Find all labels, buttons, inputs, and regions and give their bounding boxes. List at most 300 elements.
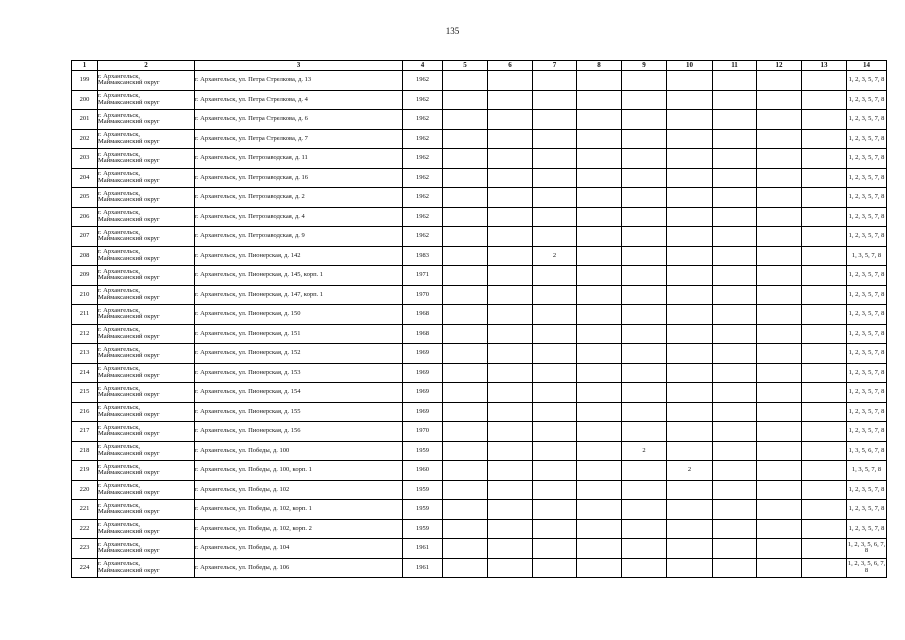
table-row — [72, 266, 887, 286]
value-cell — [713, 149, 757, 169]
value-cell — [488, 324, 533, 344]
codes-cell: 1, 2, 3, 5, 7, 8 — [847, 480, 887, 500]
value-cell — [802, 285, 847, 305]
value-cell — [488, 422, 533, 442]
value-cell — [757, 422, 802, 442]
value-cell — [713, 246, 757, 266]
value-cell — [757, 110, 802, 130]
district-cell — [98, 266, 195, 286]
value-cell — [667, 168, 713, 188]
value-cell — [577, 188, 622, 208]
address-cell: г. Архангельск, ул. Петрозаводская, д. 9 — [195, 227, 403, 247]
value-cell — [713, 90, 757, 110]
address-cell: г. Архангельск, ул. Пионерская, д. 156 — [195, 422, 403, 442]
row-number: 217 — [72, 422, 98, 442]
codes-cell: 1, 3, 5, 6, 7, 8 — [847, 441, 887, 461]
table-row — [72, 129, 887, 149]
row-number: 199 — [72, 71, 98, 91]
value-cell — [443, 71, 488, 91]
value-cell — [533, 461, 577, 481]
district-line: Маймаксанский округ — [98, 274, 160, 282]
value-cell — [488, 519, 533, 539]
district-line: Маймаксанский округ — [98, 235, 160, 243]
table-row — [72, 344, 887, 364]
row-number: 213 — [72, 344, 98, 364]
address-cell: г. Архангельск, ул. Пионерская, д. 142 — [195, 246, 403, 266]
value-cell — [667, 344, 713, 364]
table-row — [72, 519, 887, 539]
value-cell — [713, 324, 757, 344]
district-cell — [98, 539, 195, 559]
value-cell — [802, 188, 847, 208]
value-cell — [757, 305, 802, 325]
value-cell — [443, 207, 488, 227]
value-cell — [533, 168, 577, 188]
codes-cell: 1, 2, 3, 5, 7, 8 — [847, 90, 887, 110]
year-cell: 1959 — [403, 500, 443, 520]
value-cell — [533, 500, 577, 520]
codes-cell: 1, 2, 3, 5, 7, 8 — [847, 188, 887, 208]
row-number: 222 — [72, 519, 98, 539]
value-cell — [577, 558, 622, 578]
district-line: г. Архангельск, — [98, 228, 140, 236]
address-cell: г. Архангельск, ул. Пионерская, д. 155 — [195, 402, 403, 422]
district-line: г. Архангельск, — [98, 72, 140, 80]
value-cell — [622, 324, 667, 344]
value-cell — [443, 188, 488, 208]
value-cell — [757, 207, 802, 227]
column-header: 3 — [195, 61, 403, 71]
value-cell — [802, 344, 847, 364]
table-row — [72, 110, 887, 130]
value-cell — [488, 363, 533, 383]
year-cell: 1969 — [403, 402, 443, 422]
value-cell — [533, 110, 577, 130]
district-cell — [98, 500, 195, 520]
value-cell — [577, 207, 622, 227]
value-cell — [713, 383, 757, 403]
codes-cell: 1, 2, 3, 5, 7, 8 — [847, 422, 887, 442]
district-line: г. Архангельск, — [98, 92, 140, 100]
value-cell — [443, 246, 488, 266]
value-cell — [488, 558, 533, 578]
value-cell — [667, 266, 713, 286]
table-row — [72, 441, 887, 461]
value-cell — [622, 558, 667, 578]
codes-cell: 1, 2, 3, 5, 7, 8 — [847, 324, 887, 344]
row-number: 215 — [72, 383, 98, 403]
value-cell — [577, 110, 622, 130]
value-cell — [713, 188, 757, 208]
table-row — [72, 500, 887, 520]
value-cell — [622, 422, 667, 442]
value-cell — [577, 461, 622, 481]
row-number: 212 — [72, 324, 98, 344]
address-cell: г. Архангельск, ул. Пионерская, д. 152 — [195, 344, 403, 364]
value-cell — [667, 149, 713, 169]
district-cell — [98, 110, 195, 130]
value-cell — [802, 422, 847, 442]
value-cell — [533, 558, 577, 578]
district-line: г. Архангельск, — [98, 131, 140, 139]
district-line: Маймаксанский округ — [98, 469, 160, 477]
value-cell — [757, 558, 802, 578]
district-line: г. Архангельск, — [98, 384, 140, 392]
value-cell — [533, 285, 577, 305]
district-line: Маймаксанский округ — [98, 488, 160, 496]
district-line: Маймаксанский округ — [98, 196, 160, 204]
district-line: Маймаксанский округ — [98, 157, 160, 165]
value-cell — [802, 383, 847, 403]
district-line: г. Архангельск, — [98, 540, 140, 548]
district-cell — [98, 305, 195, 325]
address-cell: г. Архангельск, ул. Петра Стрелкова, д. 4 — [195, 90, 403, 110]
district-line: Маймаксанский округ — [98, 254, 160, 262]
value-cell — [757, 539, 802, 559]
value-cell — [713, 480, 757, 500]
value-cell — [757, 519, 802, 539]
row-number: 200 — [72, 90, 98, 110]
value-cell — [443, 383, 488, 403]
year-cell: 1962 — [403, 129, 443, 149]
value-cell — [667, 480, 713, 500]
value-cell — [533, 363, 577, 383]
value-cell — [667, 441, 713, 461]
year-cell: 1969 — [403, 363, 443, 383]
value-cell — [488, 402, 533, 422]
value-cell — [713, 519, 757, 539]
district-line: Маймаксанский округ — [98, 527, 160, 535]
district-line: Маймаксанский округ — [98, 391, 160, 399]
district-cell — [98, 383, 195, 403]
value-cell — [533, 324, 577, 344]
row-number: 216 — [72, 402, 98, 422]
district-line: г. Архангельск, — [98, 560, 140, 568]
year-cell: 1968 — [403, 324, 443, 344]
value-cell — [713, 500, 757, 520]
row-number: 204 — [72, 168, 98, 188]
value-cell — [443, 285, 488, 305]
value-cell — [802, 461, 847, 481]
value-cell — [622, 383, 667, 403]
value-cell — [577, 539, 622, 559]
year-cell: 1962 — [403, 227, 443, 247]
table-row — [72, 480, 887, 500]
value-cell — [577, 129, 622, 149]
table-row — [72, 558, 887, 578]
year-cell: 1962 — [403, 168, 443, 188]
value-cell — [577, 71, 622, 91]
value-cell — [802, 90, 847, 110]
value-cell — [622, 149, 667, 169]
district-line: Маймаксанский округ — [98, 547, 160, 555]
address-cell: г. Архангельск, ул. Пионерская, д. 150 — [195, 305, 403, 325]
value-cell — [577, 285, 622, 305]
codes-cell: 1, 2, 3, 5, 6, 7, 8 — [847, 539, 887, 559]
district-cell — [98, 480, 195, 500]
value-cell — [443, 110, 488, 130]
district-cell — [98, 324, 195, 344]
value-cell — [577, 441, 622, 461]
address-cell: г. Архангельск, ул. Победы, д. 102 — [195, 480, 403, 500]
district-line: Маймаксанский округ — [98, 352, 160, 360]
value-cell — [577, 402, 622, 422]
value-cell — [443, 461, 488, 481]
value-cell — [443, 539, 488, 559]
value-cell — [577, 90, 622, 110]
value-cell — [713, 441, 757, 461]
address-cell: г. Архангельск, ул. Пионерская, д. 153 — [195, 363, 403, 383]
value-cell — [443, 90, 488, 110]
district-line: Маймаксанский округ — [98, 508, 160, 516]
row-number: 219 — [72, 461, 98, 481]
district-cell — [98, 558, 195, 578]
value-cell — [533, 402, 577, 422]
value-cell — [622, 168, 667, 188]
table-row — [72, 188, 887, 208]
value-cell — [802, 558, 847, 578]
row-number: 208 — [72, 246, 98, 266]
district-line: г. Архангельск, — [98, 521, 140, 529]
value-cell — [667, 383, 713, 403]
codes-cell: 1, 2, 3, 5, 7, 8 — [847, 71, 887, 91]
year-cell: 1962 — [403, 90, 443, 110]
district-cell — [98, 422, 195, 442]
year-cell: 1961 — [403, 558, 443, 578]
row-number: 206 — [72, 207, 98, 227]
address-cell: г. Архангельск, ул. Победы, д. 104 — [195, 539, 403, 559]
value-cell — [802, 363, 847, 383]
table-row — [72, 246, 887, 266]
value-cell — [713, 285, 757, 305]
value-cell — [577, 519, 622, 539]
district-line: г. Архангельск, — [98, 404, 140, 412]
value-cell — [577, 363, 622, 383]
value-cell — [667, 500, 713, 520]
value-cell — [667, 305, 713, 325]
value-cell — [488, 461, 533, 481]
codes-cell: 1, 2, 3, 5, 6, 7, 8 — [847, 558, 887, 578]
value-cell — [713, 558, 757, 578]
value-cell — [713, 539, 757, 559]
row-number: 210 — [72, 285, 98, 305]
district-line: Маймаксанский округ — [98, 215, 160, 223]
value-cell — [488, 168, 533, 188]
year-cell: 1959 — [403, 441, 443, 461]
value-cell — [757, 480, 802, 500]
value-cell — [757, 149, 802, 169]
column-header: 8 — [577, 61, 622, 71]
table-row — [72, 207, 887, 227]
value-cell — [622, 266, 667, 286]
value-cell — [443, 363, 488, 383]
column-header: 7 — [533, 61, 577, 71]
district-line: Маймаксанский округ — [98, 371, 160, 379]
row-number: 223 — [72, 539, 98, 559]
value-cell — [488, 266, 533, 286]
district-cell — [98, 227, 195, 247]
district-cell — [98, 207, 195, 227]
value-cell — [667, 246, 713, 266]
district-line: Маймаксанский округ — [98, 98, 160, 106]
housing-register-table — [71, 60, 887, 578]
value-cell — [667, 422, 713, 442]
value-cell — [667, 71, 713, 91]
address-cell: г. Архангельск, ул. Петра Стрелкова, д. 13 — [195, 71, 403, 91]
value-cell — [757, 90, 802, 110]
year-cell: 1983 — [403, 246, 443, 266]
district-cell — [98, 246, 195, 266]
district-cell — [98, 441, 195, 461]
codes-cell: 1, 2, 3, 5, 7, 8 — [847, 402, 887, 422]
value-cell — [533, 188, 577, 208]
district-line: г. Архангельск, — [98, 209, 140, 217]
column-header: 4 — [403, 61, 443, 71]
row-number: 207 — [72, 227, 98, 247]
value-cell — [667, 519, 713, 539]
value-cell — [802, 519, 847, 539]
value-cell — [757, 441, 802, 461]
year-cell: 1962 — [403, 188, 443, 208]
codes-cell: 1, 2, 3, 5, 7, 8 — [847, 129, 887, 149]
year-cell: 1962 — [403, 149, 443, 169]
value-cell — [622, 207, 667, 227]
value-cell — [488, 246, 533, 266]
value-cell — [622, 363, 667, 383]
value-cell — [577, 344, 622, 364]
row-number: 209 — [72, 266, 98, 286]
value-cell — [622, 90, 667, 110]
address-cell: г. Архангельск, ул. Петра Стрелкова, д. 7 — [195, 129, 403, 149]
column-header: 6 — [488, 61, 533, 71]
value-cell — [667, 402, 713, 422]
address-cell: г. Архангельск, ул. Петрозаводская, д. 16 — [195, 168, 403, 188]
table-row — [72, 227, 887, 247]
table-row — [72, 324, 887, 344]
value-cell — [443, 519, 488, 539]
value-cell — [488, 129, 533, 149]
value-cell — [443, 480, 488, 500]
value-cell — [488, 188, 533, 208]
table-row — [72, 383, 887, 403]
value-cell — [757, 344, 802, 364]
column-header: 11 — [713, 61, 757, 71]
value-cell — [443, 227, 488, 247]
value-cell — [622, 480, 667, 500]
value-cell — [488, 71, 533, 91]
value-cell: 2 — [622, 441, 667, 461]
codes-cell: 1, 2, 3, 5, 7, 8 — [847, 168, 887, 188]
value-cell — [533, 149, 577, 169]
row-number: 218 — [72, 441, 98, 461]
value-cell — [577, 227, 622, 247]
value-cell — [713, 363, 757, 383]
value-cell — [667, 188, 713, 208]
district-line: Маймаксанский округ — [98, 137, 160, 145]
value-cell — [488, 480, 533, 500]
column-header: 1 — [72, 61, 98, 71]
district-cell — [98, 461, 195, 481]
value-cell — [757, 129, 802, 149]
value-cell — [533, 422, 577, 442]
district-cell — [98, 168, 195, 188]
year-cell: 1970 — [403, 422, 443, 442]
district-line: г. Архангельск, — [98, 170, 140, 178]
value-cell — [622, 402, 667, 422]
value-cell — [802, 402, 847, 422]
value-cell — [713, 71, 757, 91]
value-cell — [488, 285, 533, 305]
district-line: Маймаксанский округ — [98, 430, 160, 438]
value-cell — [757, 324, 802, 344]
value-cell — [533, 480, 577, 500]
year-cell: 1968 — [403, 305, 443, 325]
value-cell — [577, 324, 622, 344]
value-cell — [757, 461, 802, 481]
value-cell — [802, 71, 847, 91]
address-cell: г. Архангельск, ул. Победы, д. 102, корп. 1 — [195, 500, 403, 520]
value-cell — [713, 129, 757, 149]
address-cell: г. Архангельск, ул. Петрозаводская, д. 4 — [195, 207, 403, 227]
district-line: Маймаксанский округ — [98, 79, 160, 87]
row-number: 211 — [72, 305, 98, 325]
value-cell — [757, 71, 802, 91]
address-cell: г. Архангельск, ул. Победы, д. 100, корп. 1 — [195, 461, 403, 481]
address-cell: г. Архангельск, ул. Петрозаводская, д. 2 — [195, 188, 403, 208]
value-cell — [622, 246, 667, 266]
table-row — [72, 71, 887, 91]
value-cell — [533, 383, 577, 403]
district-line: Маймаксанский округ — [98, 176, 160, 184]
value-cell — [488, 207, 533, 227]
table-row — [72, 461, 887, 481]
row-number: 214 — [72, 363, 98, 383]
column-header: 14 — [847, 61, 887, 71]
value-cell — [443, 168, 488, 188]
table-row — [72, 285, 887, 305]
table-row — [72, 363, 887, 383]
value-cell — [802, 480, 847, 500]
value-cell — [802, 324, 847, 344]
value-cell — [443, 324, 488, 344]
year-cell: 1962 — [403, 71, 443, 91]
value-cell — [802, 227, 847, 247]
value-cell — [757, 188, 802, 208]
value-cell — [622, 129, 667, 149]
district-line: Маймаксанский округ — [98, 449, 160, 457]
value-cell — [757, 227, 802, 247]
address-cell: г. Архангельск, ул. Пионерская, д. 145, корп. 1 — [195, 266, 403, 286]
district-line: Маймаксанский округ — [98, 566, 160, 574]
district-line: г. Архангельск, — [98, 248, 140, 256]
value-cell — [667, 363, 713, 383]
value-cell — [622, 500, 667, 520]
value-cell — [713, 305, 757, 325]
table-row — [72, 90, 887, 110]
table-row — [72, 168, 887, 188]
value-cell — [533, 441, 577, 461]
codes-cell: 1, 2, 3, 5, 7, 8 — [847, 266, 887, 286]
address-cell: г. Архангельск, ул. Петра Стрелкова, д. 6 — [195, 110, 403, 130]
value-cell — [488, 227, 533, 247]
year-cell: 1962 — [403, 207, 443, 227]
value-cell — [488, 110, 533, 130]
value-cell — [533, 344, 577, 364]
value-cell — [713, 461, 757, 481]
district-line: г. Архангельск, — [98, 423, 140, 431]
district-line: Маймаксанский округ — [98, 332, 160, 340]
value-cell — [488, 90, 533, 110]
